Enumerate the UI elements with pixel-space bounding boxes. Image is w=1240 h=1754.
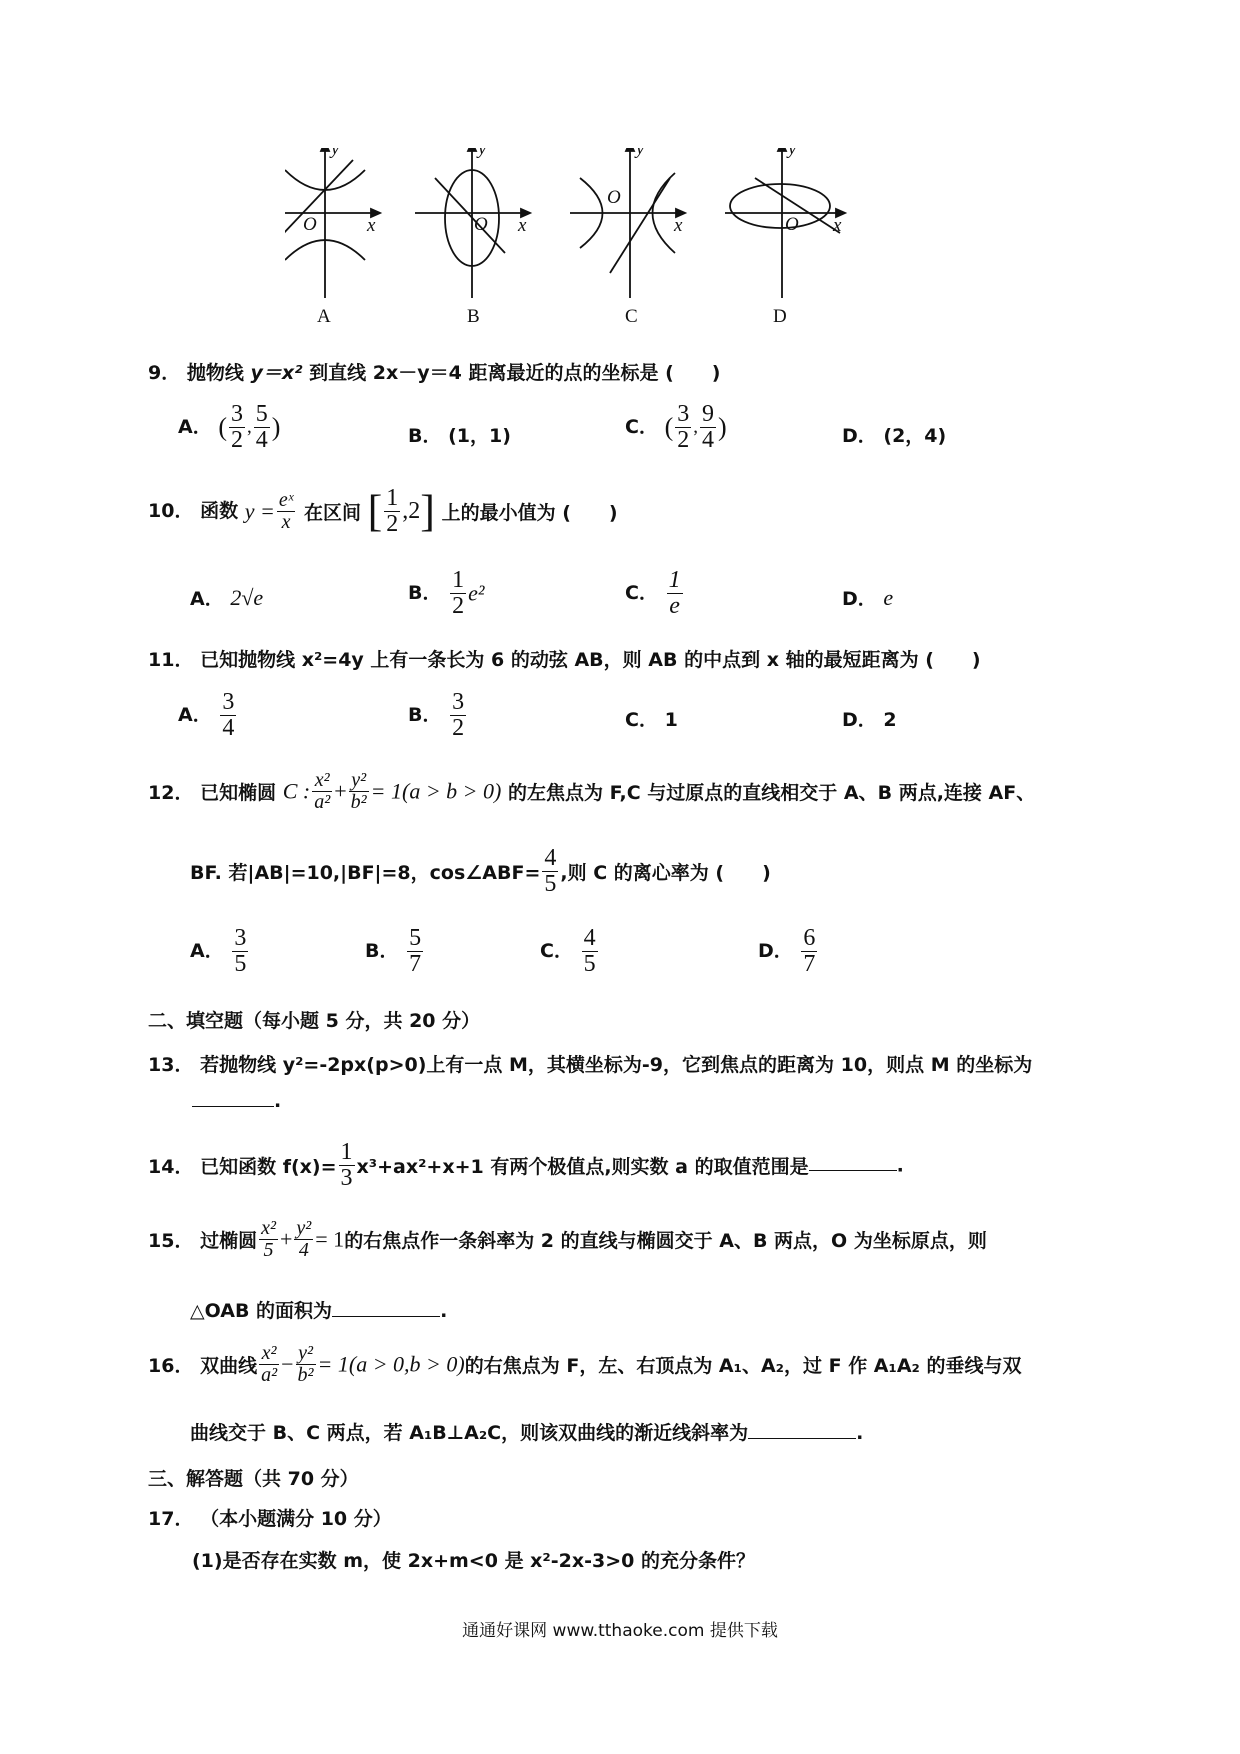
- q9-text-a: 抛物线: [186, 362, 244, 384]
- q16-fx-num: x²: [259, 1343, 279, 1365]
- q10-option-c: [625, 568, 685, 619]
- q9-expr-b: 2x－y＝4: [372, 362, 462, 384]
- q11-option-d: [842, 705, 897, 732]
- q10-frac-num: eˣ: [278, 489, 294, 512]
- q11-b-den: 2: [452, 715, 465, 742]
- q10-c-num: 1: [668, 567, 681, 593]
- q10-interval-den: 2: [386, 511, 399, 538]
- q11-option-d-text: 2: [883, 709, 897, 731]
- q14-text-a: 已知函数 f(x)=: [200, 1156, 337, 1179]
- q13-text: 若抛物线 y²=-2px(p>0)上有一点 M，其横坐标为-9，它到焦点的距离为 10，则点 M 的坐标为: [200, 1054, 1033, 1076]
- q15-text-a: 过椭圆: [200, 1230, 258, 1252]
- graph-a-x-label: x: [367, 215, 376, 236]
- q10-b-den: 2: [452, 593, 465, 620]
- q13-blank: [192, 1105, 274, 1107]
- page-footer: 通通好课网 www.tthaoke.com 提供下载: [462, 1621, 778, 1641]
- q12-option-d: [758, 926, 819, 977]
- question-12: 12． 已知椭圆 C : $\frac{\text{x²}}{\text{a²}}$ + $\frac{\text{y²}}{\text{b²}}$ = 1(a > b > 0) 的左焦点为 F,C 与过原点的直线相交于 A、B 两点,连接 AF、: [148, 769, 1036, 813]
- q15-fx-den: 5: [263, 1239, 274, 1261]
- q10-number: 10．: [148, 500, 194, 523]
- q12-option-c: [540, 926, 600, 977]
- q11-option-c-text: 1: [664, 709, 678, 731]
- q14-blank: [809, 1169, 897, 1171]
- q10-option-c-label: C．: [625, 582, 658, 605]
- question-14: [148, 1140, 904, 1191]
- q15-fx-num: x²: [261, 1217, 276, 1239]
- q14-num: 1: [340, 1139, 353, 1165]
- q10-b-num: 1: [452, 567, 465, 593]
- q15-blank: [332, 1315, 440, 1317]
- q12-line2-b: ,则 C 的离心率为: [560, 862, 709, 885]
- q10-frac-den: x: [281, 511, 291, 534]
- graph-c-x-label: x: [674, 215, 683, 236]
- q14-number: 14．: [148, 1156, 194, 1179]
- q9-option-c-label: C．: [625, 416, 658, 439]
- q11-option-b-label: B．: [408, 704, 442, 727]
- q12-c-num: 4: [583, 925, 596, 951]
- question-16-line2: [190, 1418, 863, 1445]
- q12-cos-num: 4: [544, 845, 557, 871]
- q12-option-b: [365, 926, 425, 977]
- graph-d-label: D: [773, 306, 787, 327]
- q9-option-b-text: (1，1): [448, 425, 511, 447]
- q9-c-frac1-den: 2: [677, 427, 690, 454]
- graph-b-label: B: [467, 306, 480, 327]
- q11-option-b: [408, 690, 468, 741]
- graph-b-y-label: y: [478, 148, 487, 159]
- q10-b-tail: e²: [468, 580, 485, 606]
- q10-option-a-text: 2√e: [230, 585, 264, 610]
- q10-interval-num: 1: [386, 485, 399, 511]
- q11-option-c-label: C．: [625, 709, 658, 731]
- q10-option-d: [842, 584, 893, 611]
- question-15: 15． 过椭圆 $\frac{\text{x²}}{5}$ + $\frac{\text{y²}}{4}$ = 1的右焦点作一条斜率为 2 的直线与椭圆交于 A、B 两点，O 为坐标原点，则: [148, 1217, 987, 1261]
- q10-paren: ( ): [562, 502, 618, 525]
- q12-d-den: 7: [803, 951, 816, 978]
- q9-a-frac1-num: 3: [231, 401, 244, 427]
- section-answer-heading: 三、解答题（共 70 分）: [148, 1468, 359, 1490]
- graph-d-x-label: x: [833, 215, 842, 236]
- q16-fx-den: a²: [261, 1364, 278, 1386]
- q16-fy-den: b²: [297, 1364, 314, 1386]
- q10-expr-y: y =: [244, 498, 275, 524]
- q13-answer-line: [192, 1090, 281, 1112]
- question-11: [148, 645, 981, 672]
- q9-c-frac1-num: 3: [677, 401, 690, 427]
- graph-c-origin: O: [607, 187, 621, 208]
- question-17: [148, 1504, 392, 1531]
- q12-b-num: 5: [409, 925, 422, 951]
- q12-number: 12．: [148, 782, 194, 804]
- q15-text-b: 的右焦点作一条斜率为 2 的直线与椭圆交于 A、B 两点，O 为坐标原点，则: [344, 1230, 987, 1252]
- question-13: [148, 1050, 1032, 1077]
- q12-option-d-label: D．: [758, 940, 793, 963]
- q16-blank: [748, 1437, 856, 1439]
- q12-expr-c: C :: [282, 778, 311, 804]
- q11-text: 已知抛物线 x²=4y 上有一条长为 6 的动弦 AB，则 AB 的中点到 x 轴的最短距离为: [200, 649, 919, 671]
- graph-b-x-label: x: [518, 215, 527, 236]
- q12-paren: ( ): [715, 862, 771, 885]
- question-15-line2: [190, 1296, 447, 1323]
- q12-line2-a: BF. 若|AB|=10,|BF|=8，cos∠ABF=: [190, 862, 541, 885]
- q9-expr-a: y＝x²: [250, 362, 303, 384]
- q9-option-d-text: (2，4): [883, 425, 947, 447]
- graph-options-figure: [285, 148, 945, 333]
- question-9: [148, 358, 720, 385]
- question-10: 10． 函数 y = $\frac{\text{eˣ}}{x}$ 在区间 [ $\frac{1}{2}$ ,2] 上的最小值为 ( ): [148, 485, 618, 538]
- q15-fy-num: y²: [296, 1217, 312, 1239]
- graph-b-origin: O: [474, 214, 488, 235]
- q10-option-b-label: B．: [408, 582, 442, 605]
- graph-c-y-label: y: [636, 148, 645, 159]
- q17-head: （本小题满分 10 分）: [200, 1508, 392, 1530]
- q12-text-b: 的左焦点为 F,C 与过原点的直线相交于 A、B 两点,连接 AF、: [507, 782, 1036, 804]
- q11-paren: ( ): [925, 649, 981, 671]
- q15-eq: = 1: [315, 1226, 345, 1252]
- q12-option-a-label: A．: [190, 940, 224, 963]
- q9-option-a: A． ( $\frac{3}{2}$ , $\frac{5}{4}$ ): [178, 401, 281, 454]
- q10-text-a: 函数: [200, 500, 239, 523]
- question-16: 16． 双曲线 $\frac{\text{x²}}{\text{a²}}$ − $\frac{\text{y²}}{\text{b²}}$ = 1(a > 0,b > 0)的右焦点为 F，左、右顶点为 A₁、A₂，过 F 作 A₁A₂ 的垂线与双: [148, 1342, 1022, 1386]
- q9-option-a-label: A．: [178, 416, 212, 439]
- graph-c: [570, 148, 685, 298]
- q16-text-a: 双曲线: [200, 1355, 258, 1377]
- q9-option-b: [408, 421, 511, 448]
- q9-option-d: [842, 421, 946, 448]
- q17-number: 17．: [148, 1508, 194, 1530]
- graph-a: [285, 148, 380, 298]
- q10-c-den: e: [669, 593, 680, 620]
- q16-expr-tail: = 1(a > 0,b > 0): [317, 1351, 465, 1377]
- q10-option-a: [190, 584, 263, 611]
- q16-line2: 曲线交于 B、C 两点，若 A₁B⊥A₂C，则该双曲线的渐近线斜率为: [190, 1422, 749, 1444]
- q11-number: 11．: [148, 649, 194, 671]
- q11-option-a-label: A．: [178, 704, 212, 727]
- question-12-line2: [190, 846, 771, 897]
- q14-end: .: [896, 1154, 904, 1177]
- graph-d-y-label: y: [788, 148, 797, 159]
- q13-end: .: [274, 1090, 282, 1112]
- q16-number: 16．: [148, 1355, 194, 1377]
- q14-den: 3: [340, 1165, 353, 1192]
- q15-line2: △OAB 的面积为: [190, 1300, 333, 1322]
- q12-d-num: 6: [803, 925, 816, 951]
- q11-b-num: 3: [452, 689, 465, 715]
- graph-a-y-label: y: [331, 148, 340, 159]
- q10-option-d-text: e: [883, 585, 894, 610]
- q9-c-frac2-den: 4: [702, 427, 714, 454]
- q16-text-b: 的右焦点为 F，左、右顶点为 A₁、A₂，过 F 作 A₁A₂ 的垂线与双: [464, 1355, 1022, 1377]
- graph-a-label: A: [317, 306, 331, 327]
- graph-d-origin: O: [785, 214, 799, 235]
- q11-a-den: 4: [222, 715, 235, 742]
- q12-option-b-label: B．: [365, 940, 399, 963]
- graph-options-svg: [285, 148, 945, 333]
- q10-option-a-label: A．: [190, 588, 224, 610]
- q12-a-num: 3: [234, 925, 247, 951]
- q12-text-a: 已知椭圆: [200, 782, 277, 804]
- q11-a-num: 3: [222, 689, 235, 715]
- graph-c-label: C: [625, 306, 638, 327]
- q9-c-frac2-num: 9: [702, 401, 714, 427]
- q12-option-c-label: C．: [540, 940, 573, 963]
- q12-cos-den: 5: [544, 871, 557, 898]
- q11-option-c: [625, 705, 678, 732]
- q9-option-b-label: B．: [408, 425, 442, 447]
- q9-a-frac2-num: 5: [255, 401, 268, 427]
- q12-b-den: 7: [409, 951, 422, 978]
- q15-fy-den: 4: [298, 1239, 309, 1261]
- q9-text-c: 距离最近的点的坐标是: [468, 362, 659, 384]
- q16-end: .: [856, 1422, 864, 1444]
- q9-a-frac2-den: 4: [255, 427, 268, 454]
- q10-option-b: [408, 568, 484, 619]
- q12-a-den: 5: [234, 951, 247, 978]
- q9-number: 9．: [148, 362, 181, 384]
- q10-text-c: 上的最小值为: [441, 502, 556, 525]
- q12-c-den: 5: [583, 951, 596, 978]
- q10-interval-end: ,2: [402, 498, 421, 525]
- q16-fy-num: y²: [296, 1343, 316, 1365]
- q12-fy-den: b²: [350, 791, 367, 813]
- q13-number: 13．: [148, 1054, 194, 1076]
- q17-part1: (1)是否存在实数 m，使 2x+m<0 是 x²-2x-3>0 的充分条件？: [192, 1550, 755, 1572]
- q12-fx-num: x²: [312, 770, 332, 792]
- q10-option-d-label: D．: [842, 588, 877, 610]
- q9-option-c: C． ( $\frac{3}{2}$ , $\frac{9}{4}$ ): [625, 401, 727, 454]
- q12-option-a: [190, 926, 250, 977]
- graph-a-origin: O: [303, 214, 317, 235]
- q12-expr-tail: = 1(a > b > 0): [370, 778, 502, 804]
- graph-b: [415, 148, 530, 298]
- q12-fx-den: a²: [314, 791, 331, 813]
- q15-end: .: [440, 1300, 448, 1322]
- q11-option-d-label: D．: [842, 709, 877, 731]
- q9-option-d-label: D．: [842, 425, 877, 447]
- q9-paren: ( ): [665, 362, 721, 384]
- q9-text-b: 到直线: [309, 362, 373, 384]
- q15-number: 15．: [148, 1230, 194, 1252]
- q14-text-b: x³+ax²+x+1 有两个极值点,则实数 a 的取值范围是: [356, 1156, 809, 1179]
- q9-a-frac1-den: 2: [231, 427, 244, 454]
- section-fill-in-heading: 二、填空题（每小题 5 分，共 20 分）: [148, 1010, 481, 1032]
- q11-option-a: [178, 690, 238, 741]
- q12-fy-num: y²: [349, 770, 369, 792]
- q10-text-b: 在区间: [304, 502, 362, 525]
